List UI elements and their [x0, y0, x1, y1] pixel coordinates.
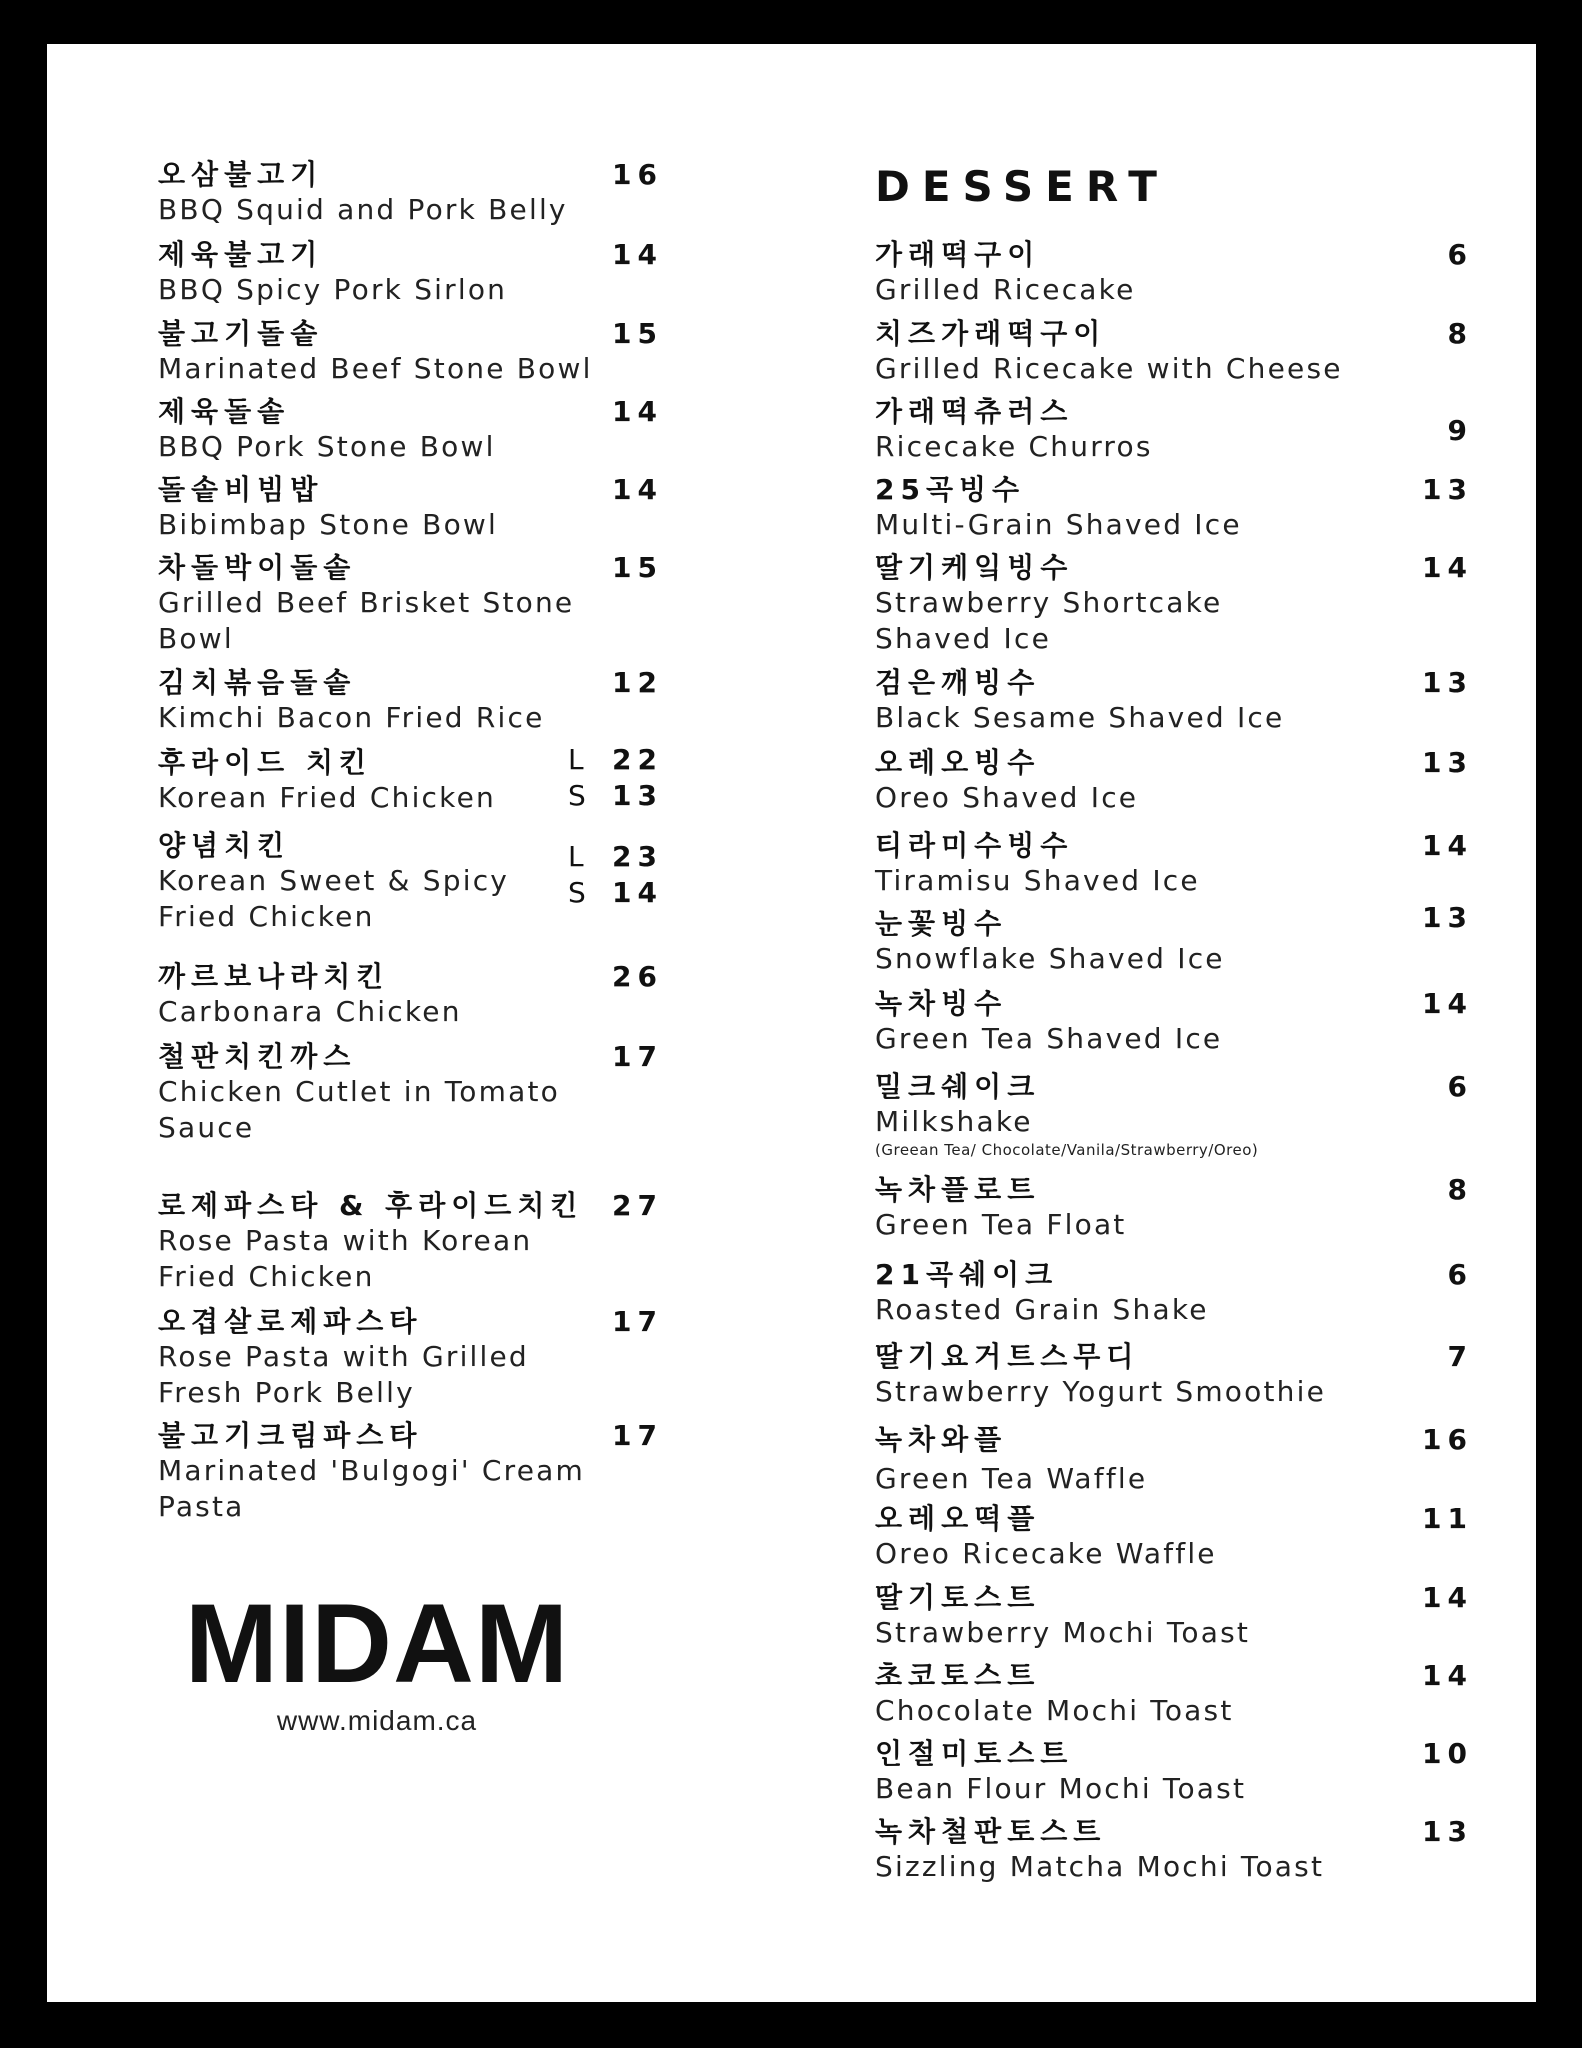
- item-english-name: Bibimbap Stone Bowl: [158, 508, 498, 541]
- item-korean-name: 가래떡츄러스: [875, 395, 1074, 428]
- size-price-small: [568, 778, 663, 814]
- item-english-name: Rose Pasta with Grilled Fresh Pork Belly: [158, 1340, 529, 1409]
- item-korean-name: 오레오빙수: [875, 746, 1041, 779]
- menu-item: [158, 317, 758, 387]
- item-english-name: Strawberry Yogurt Smoothie: [875, 1375, 1326, 1408]
- size-price: 23: [612, 840, 663, 873]
- dessert-item: [875, 901, 1473, 977]
- dessert-item: [875, 1737, 1473, 1807]
- item-korean-name: 딸기요거트스무디: [875, 1340, 1140, 1373]
- item-english-name: Marinated Beef Stone Bowl: [158, 352, 593, 385]
- item-english-name: BBQ Spicy Pork Sirlon: [158, 273, 508, 306]
- item-english-name: BBQ Pork Stone Bowl: [158, 430, 496, 463]
- size-label: L: [568, 743, 590, 776]
- item-korean-name: 인절미토스트: [875, 1737, 1074, 1770]
- item-korean-name: 눈꽃빙수: [875, 907, 1008, 940]
- dessert-item: [875, 1815, 1473, 1885]
- menu-item: [158, 743, 758, 816]
- item-english-name: Oreo Shaved Ice: [875, 781, 1139, 814]
- item-price: 14: [1422, 987, 1473, 1020]
- item-price: 10: [1422, 1737, 1473, 1770]
- item-korean-name: 제육돌솥: [158, 395, 291, 428]
- size-price: 13: [612, 779, 663, 812]
- item-english-name: Oreo Ricecake Waffle: [875, 1537, 1217, 1570]
- menu-item: [158, 158, 758, 228]
- dessert-item: [875, 1070, 1473, 1160]
- item-korean-name: 양념치킨: [158, 829, 291, 862]
- size-price-large: [568, 839, 663, 875]
- size-label: S: [568, 779, 592, 812]
- item-price: 14: [1422, 1659, 1473, 1692]
- menu-item: [158, 238, 758, 308]
- item-korean-name: 제육불고기: [158, 238, 324, 271]
- item-price: 13: [1422, 901, 1473, 934]
- dessert-item: [875, 987, 1473, 1057]
- item-english-name: Black Sesame Shaved Ice: [875, 701, 1285, 734]
- item-price: 8: [1447, 1173, 1473, 1206]
- item-price: 14: [1422, 551, 1473, 584]
- item-price: 6: [1447, 238, 1473, 271]
- size-label: S: [568, 876, 592, 909]
- item-english-name: Ricecake Churros: [875, 430, 1153, 463]
- item-korean-name: 녹차철판토스트: [875, 1815, 1107, 1848]
- item-english-name: Bean Flour Mochi Toast: [875, 1772, 1247, 1805]
- menu-item: [158, 551, 758, 657]
- item-korean-name: 후라이드 치킨: [158, 746, 373, 779]
- item-english-name: Strawberry Shortcake Shaved Ice: [875, 586, 1223, 655]
- item-price: 14: [1422, 1581, 1473, 1614]
- menu-item: [158, 1040, 758, 1146]
- item-english-name: Carbonara Chicken: [158, 995, 462, 1028]
- size-price-small: [568, 875, 663, 911]
- item-korean-name: 까르보나라치킨: [158, 960, 390, 993]
- item-korean-name: 초코토스트: [875, 1659, 1041, 1692]
- item-korean-name: 치즈가래떡구이: [875, 317, 1107, 350]
- size-label: L: [568, 840, 590, 873]
- dessert-item: [875, 1258, 1473, 1328]
- dessert-item: [875, 395, 1473, 465]
- dessert-item: [875, 317, 1473, 387]
- item-korean-name: 철판치킨까스: [158, 1040, 357, 1073]
- item-price: 12: [612, 666, 663, 699]
- dessert-item: [875, 1502, 1473, 1572]
- brand-block: [177, 1581, 577, 1738]
- dessert-item: [875, 473, 1473, 543]
- dessert-item: [875, 829, 1473, 899]
- item-english-name: Korean Sweet & Spicy Fried Chicken: [158, 864, 510, 933]
- item-english-name: Rose Pasta with Korean Fried Chicken: [158, 1224, 533, 1293]
- menu-item: [158, 666, 758, 736]
- item-korean-name: 불고기돌솥: [158, 317, 324, 350]
- dessert-item: [875, 666, 1473, 736]
- item-english-name: Grilled Ricecake with Cheese: [875, 352, 1343, 385]
- size-price-list: [568, 742, 663, 814]
- size-price-list: [568, 839, 663, 911]
- item-english-name: Green Tea Shaved Ice: [875, 1022, 1223, 1055]
- item-english-name: Strawberry Mochi Toast: [875, 1616, 1251, 1649]
- section-title-dessert: DESSERT: [875, 162, 1169, 211]
- item-korean-name: 오삼불고기: [158, 158, 324, 191]
- item-korean-name: 티라미수빙수: [875, 829, 1074, 862]
- menu-item: [158, 473, 758, 543]
- item-english-name: Multi-Grain Shaved Ice: [875, 508, 1242, 541]
- item-price: 11: [1422, 1502, 1473, 1535]
- menu-item: [158, 829, 758, 935]
- item-korean-name: 녹차플로트: [875, 1173, 1041, 1206]
- item-korean-name: 녹차빙수: [875, 987, 1008, 1020]
- dessert-item: [875, 1581, 1473, 1651]
- item-korean-name: 돌솥비빔밥: [158, 473, 324, 506]
- dessert-item: [875, 746, 1473, 816]
- item-price: 17: [612, 1305, 663, 1338]
- item-english-name: Kimchi Bacon Fried Rice: [158, 701, 545, 734]
- brand-logo: MIDAM: [184, 1581, 570, 1706]
- item-price: 15: [612, 551, 663, 584]
- menu-item: [158, 1419, 758, 1525]
- item-english-name: BBQ Squid and Pork Belly: [158, 193, 568, 226]
- item-price: 14: [612, 395, 663, 428]
- item-english-name: Green Tea Waffle: [875, 1462, 1148, 1495]
- item-korean-name: 밀크쉐이크: [875, 1070, 1041, 1103]
- item-price: 16: [1422, 1423, 1473, 1456]
- item-korean-name: 검은깨빙수: [875, 666, 1041, 699]
- menu-item: [158, 1189, 758, 1295]
- size-price-large: [568, 742, 663, 778]
- item-korean-name: 25곡빙수: [875, 473, 1026, 506]
- item-korean-name: 가래떡구이: [875, 238, 1041, 271]
- item-price: 9: [1447, 414, 1473, 447]
- item-english-name: Grilled Beef Brisket Stone Bowl: [158, 586, 575, 655]
- item-price: 13: [1422, 1815, 1473, 1848]
- item-price: 7: [1447, 1340, 1473, 1373]
- item-english-name: Tiramisu Shaved Ice: [875, 864, 1200, 897]
- item-price: 27: [612, 1189, 663, 1222]
- item-korean-name: 로제파스타 & 후라이드치킨: [158, 1189, 584, 1222]
- dessert-item: [875, 238, 1473, 308]
- item-korean-name: 오레오떡플: [875, 1502, 1041, 1535]
- menu-item: [158, 395, 758, 465]
- dessert-item: [875, 1340, 1473, 1410]
- dessert-item: [875, 1659, 1473, 1729]
- item-korean-name: 21곡쉐이크: [875, 1258, 1059, 1291]
- item-price: 6: [1447, 1258, 1473, 1291]
- menu-item: [158, 1305, 758, 1411]
- item-price: 17: [612, 1419, 663, 1452]
- item-price: 15: [612, 317, 663, 350]
- item-english-name: Green Tea Float: [875, 1208, 1127, 1241]
- dessert-item: [875, 551, 1473, 657]
- menu-item: [158, 960, 758, 1030]
- item-english-name: Roasted Grain Shake: [875, 1293, 1209, 1326]
- item-price: 14: [612, 238, 663, 271]
- item-price: 8: [1447, 317, 1473, 350]
- item-price: 26: [612, 960, 663, 993]
- item-korean-name: 녹차와플: [875, 1423, 1008, 1456]
- menu-page: [47, 44, 1536, 2002]
- item-english-name: Snowflake Shaved Ice: [875, 942, 1225, 975]
- item-english-name: Chocolate Mochi Toast: [875, 1694, 1234, 1727]
- item-price: 16: [612, 158, 663, 191]
- item-korean-name: 차돌박이돌솥: [158, 551, 357, 584]
- item-english-name: Milkshake: [875, 1105, 1033, 1138]
- item-price: 17: [612, 1040, 663, 1073]
- item-flavor-options: (Greean Tea/ Chocolate/Vanila/Strawberry/Oreo): [875, 1141, 1259, 1159]
- item-english-name: Sizzling Matcha Mochi Toast: [875, 1850, 1325, 1883]
- item-korean-name: 딸기케잌빙수: [875, 551, 1074, 584]
- item-price: 13: [1422, 666, 1473, 699]
- dessert-item: [875, 1423, 1473, 1497]
- item-korean-name: 딸기토스트: [875, 1581, 1041, 1614]
- size-price: 22: [612, 743, 663, 776]
- item-english-name: Grilled Ricecake: [875, 273, 1136, 306]
- size-price: 14: [612, 876, 663, 909]
- item-price: 6: [1447, 1070, 1473, 1103]
- item-english-name: Marinated 'Bulgogi' Cream Pasta: [158, 1454, 585, 1523]
- brand-url: www.midam.ca: [276, 1705, 478, 1736]
- item-price: 13: [1422, 473, 1473, 506]
- item-korean-name: 오겹살로제파스타: [158, 1305, 423, 1338]
- item-price: 13: [1422, 746, 1473, 779]
- item-price: 14: [1422, 829, 1473, 862]
- dessert-item: [875, 1173, 1473, 1243]
- item-korean-name: 김치볶음돌솥: [158, 666, 357, 699]
- item-english-name: Chicken Cutlet in Tomato Sauce: [158, 1075, 560, 1144]
- item-english-name: Korean Fried Chicken: [158, 781, 496, 814]
- item-price: 14: [612, 473, 663, 506]
- item-korean-name: 불고기크림파스타: [158, 1419, 423, 1452]
